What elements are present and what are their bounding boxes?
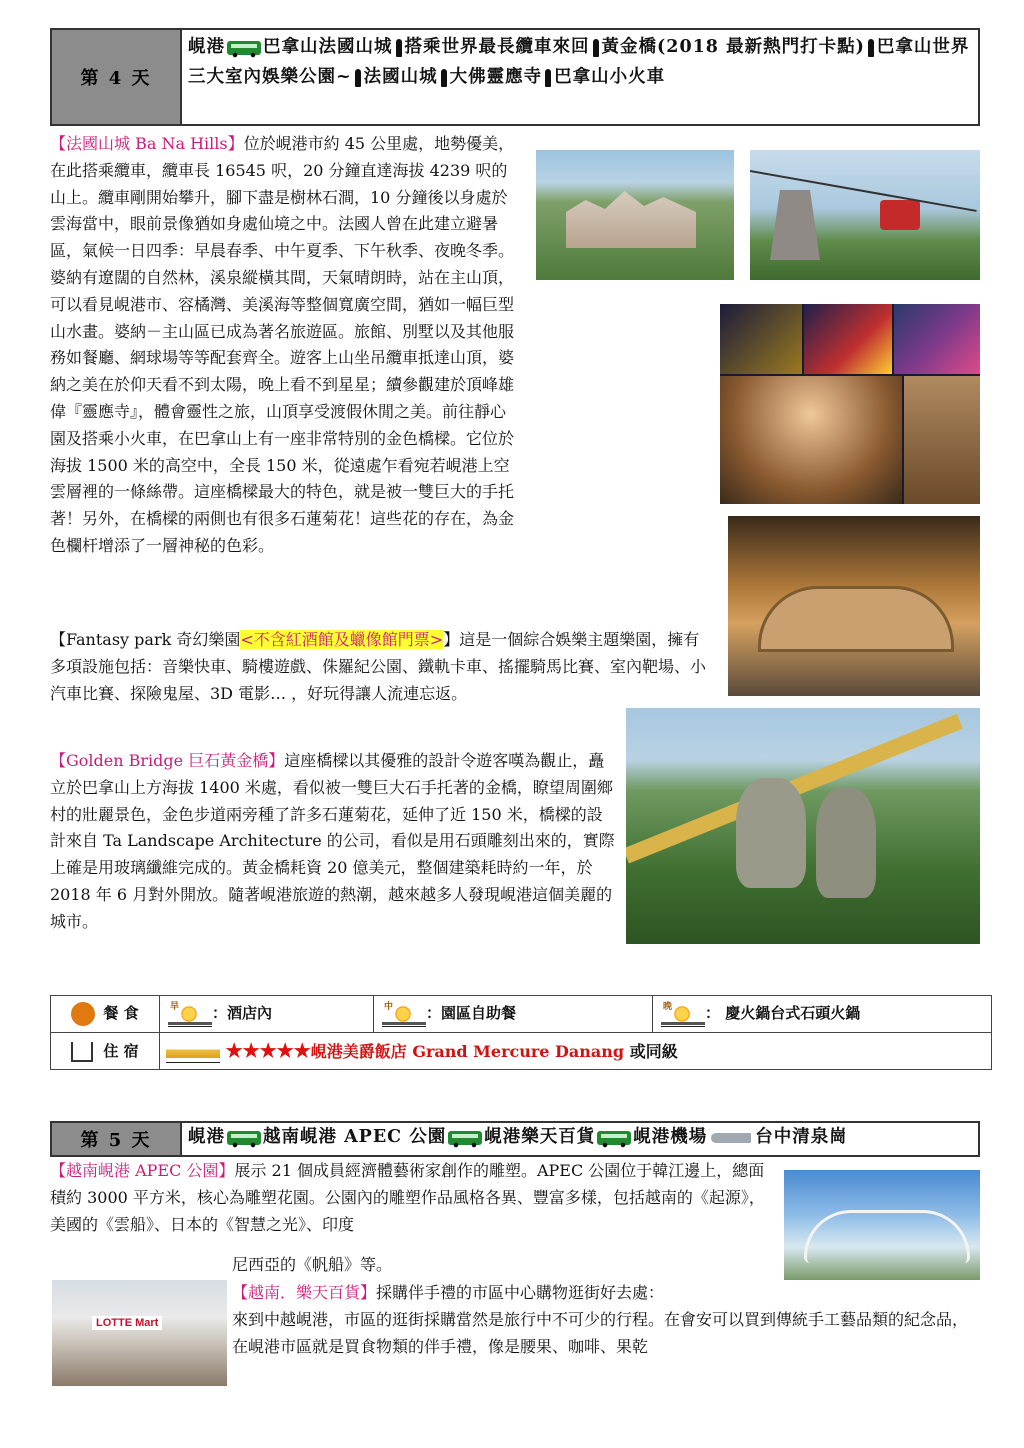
title-part: 巴拿山小火車 xyxy=(554,67,666,87)
day5-label: 第 5 天 xyxy=(52,1123,182,1155)
fantasy-heading: 【Fantasy park 奇幻樂園 xyxy=(50,630,241,649)
breakfast-tag: 早 xyxy=(170,1001,180,1012)
meal-row xyxy=(51,996,992,1033)
hotel-cell xyxy=(160,1033,992,1070)
apec-tail: 尼西亞的《帆船》等。 xyxy=(232,1255,393,1274)
apec-park-photo xyxy=(784,1170,980,1280)
bus-icon xyxy=(448,1131,482,1145)
bus-icon xyxy=(597,1131,631,1145)
fantasy-close: 】 xyxy=(443,630,460,649)
day4-label: 第 4 天 xyxy=(52,30,182,124)
lotte-heading: 【越南．樂天百貨】 xyxy=(232,1283,377,1302)
bed-icon xyxy=(166,1041,220,1063)
breakfast-cell xyxy=(160,996,374,1033)
breakfast-text: ：酒店內 xyxy=(212,1003,273,1022)
airplane-icon xyxy=(711,1133,751,1143)
sunglasses-sun-icon xyxy=(382,1003,426,1025)
fantasy-text: 這是一個綜合娛樂主題樂園，擁有多項設施包括：音樂快車、騎樓遊戲、侏羅紀公園、鐵軌卡車、搖擺騎馬比賽、室內靶場、小汽車比賽、探險鬼屋、3D 電影… ，好玩得讓人流連忘返。 xyxy=(50,630,707,703)
title-part: 台中清泉崗 xyxy=(755,1127,848,1147)
dinner-text: ： 慶火鍋台式石頭火鍋 xyxy=(705,1003,861,1022)
title-part: 搭乘世界最長纜車來回 xyxy=(404,37,590,57)
sun-icon xyxy=(168,1003,212,1025)
lunch-text: ：園區自助餐 xyxy=(426,1003,517,1022)
hotel-stars: ★★★★★ xyxy=(225,1039,311,1062)
lotte-mart-photo xyxy=(52,1280,227,1386)
day5-title xyxy=(182,1123,978,1155)
golden-bridge-paragraph xyxy=(50,748,615,936)
title-part: 峴港 xyxy=(188,1127,225,1147)
lotte-mart-sign: LOTTE Mart xyxy=(92,1316,162,1330)
meal-label-cell xyxy=(51,996,160,1033)
sunset-icon xyxy=(661,1003,705,1025)
pin-icon xyxy=(355,69,361,87)
fantasy-highlight: <不含紅酒館及蠟像館門票> xyxy=(240,630,444,649)
ba-na-hills-text: 位於峴港市約 45 公里處，地勢優美，在此搭乘纜車，纜車長 16545 呎，20 分鐘直達海拔 4239 呎的山上。纜車剛開始攀升，腳下盡是樹林石澗，10 分鐘後以身處於雲海當中，眼前景像猶如身處仙境之中。法國人曾在此建立避暑區，氣候一日四季：早晨春季、中午夏季、下午秋季、夜晚冬季。婆納有遼闊的自然林，溪泉縱橫其間，天氣晴朗時，站在主山頂，可以看見峴港市、容橘灣、美溪海等整個寬廣空間，猶如一幅巨型山水畫。婆納－主山區已成為著名旅遊區。旅館、別墅以及其他服務如餐廳、網球場等等配套齊全。遊客上山坐吊纜車抵達山頂，婆納之美在於仰天看不到太陽，晚上看不到星星；續參觀建於頂峰雄偉『靈應寺』，體會靈性之旅，山頂享受渡假休閒之美。前往靜心園及搭乘小火車，在巴拿山上有一座非常特別的金色橋樑。它位於海拔 1500 米的高空中，全長 150 米，從遠處乍看宛若峴港上空雲層裡的一條絲帶。這座橋樑最大的特色，就是被一雙巨大的手托著！另外，在橋樑的兩側也有很多石蓮菊花！這些花的存在，為金色欄杆增添了一層神秘的色彩。 xyxy=(50,134,515,555)
hotel-name: 峴港美爵飯店 Grand Mercure Danang xyxy=(310,1041,625,1061)
title-part: 越南峴港 APEC 公園 xyxy=(263,1127,447,1147)
title-part: 大佛靈應寺 xyxy=(449,67,543,87)
golden-heading: 【Golden Bridge 巨石黃金橋】 xyxy=(50,751,285,770)
fantasy-park-collage xyxy=(720,304,980,504)
pin-icon xyxy=(545,69,551,87)
title-part: 峴港 xyxy=(188,37,225,57)
title-part: 峴港機場 xyxy=(633,1127,708,1147)
ba-na-hills-paragraph xyxy=(50,131,520,560)
title-part: 巴拿山世界三大室內娛樂公園~ xyxy=(188,37,970,87)
pin-icon xyxy=(396,39,402,57)
lotte-paragraph xyxy=(232,1280,977,1360)
meal-stay-table xyxy=(50,995,992,1070)
dinner-cell xyxy=(653,996,992,1033)
title-part: 法國山城 xyxy=(363,67,438,87)
meal-label: 餐 食 xyxy=(103,1004,139,1022)
pin-icon xyxy=(868,39,874,57)
stay-label: 住 宿 xyxy=(103,1042,139,1060)
theme-park-building-photo xyxy=(728,516,980,696)
fantasy-park-paragraph xyxy=(50,627,715,707)
title-part: 巴拿山法國山城 xyxy=(263,37,393,57)
stay-row xyxy=(51,1033,992,1070)
pin-icon xyxy=(593,39,599,57)
title-part: 峴港樂天百貨 xyxy=(484,1127,596,1147)
hotel-suffix: 或同級 xyxy=(624,1041,678,1061)
day4-header xyxy=(50,28,980,126)
lotte-text: 採購伴手禮的市區中心購物逛街好去處： xyxy=(376,1283,665,1302)
lunch-tag: 中 xyxy=(384,1001,394,1012)
house-icon xyxy=(71,1042,93,1062)
golden-bridge-photo xyxy=(626,708,980,944)
stay-label-cell xyxy=(51,1033,160,1070)
golden-text: 這座橋樑以其優雅的設計令遊客嘆為觀止，矗立於巴拿山上方海拔 1400 米處，看似被一雙巨大石手托著的金橋，瞭望周圍鄉村的壯麗景色，金色步道兩旁種了許多石蓮菊花，延伸了近 150 米，橋樑的設計來自 Ta Landscape Architecture 的公司，看似是用石頭雕刻出來的，實際上確是用玻璃纖維完成的。黃金橋耗資 20 億美元，整個建築耗時約一年，於 2018 年 6 月對外開放。隨著峴港旅遊的熱潮，越來越多人發現峴港這個美麗的城市。 xyxy=(50,751,615,931)
day4-title xyxy=(182,30,978,124)
dinner-tag: 晚 xyxy=(663,1001,673,1012)
pin-icon xyxy=(441,69,447,87)
fork-knife-icon xyxy=(71,1002,95,1026)
title-part: 黃金橋(2018 最新熱門打卡點) xyxy=(601,37,865,57)
bus-icon xyxy=(227,1131,261,1145)
bus-icon xyxy=(227,41,261,55)
ba-na-hills-village-photo xyxy=(536,150,734,280)
apec-heading: 【越南峴港 APEC 公園】 xyxy=(50,1161,235,1180)
lotte-text2: 來到中越峴港，市區的逛街採購當然是旅行中不可少的行程。在會安可以買到傳統手工藝品類的紀念品，在峴港市區就是買食物類的伴手禮，像是腰果、咖啡、果乾 xyxy=(232,1309,969,1356)
apec-paragraph xyxy=(50,1158,775,1238)
lunch-cell xyxy=(374,996,653,1033)
cable-car-photo xyxy=(750,150,980,280)
apec-text: 展示 21 個成員經濟體藝術家創作的雕塑。APEC 公園位于韓江邊上，總面積約 3000 平方米，核心為雕塑花園。公園內的雕塑作品風格各異、豐富多樣，包括越南的《起源》，美國的《雲船》、日本的《智慧之光》、印度 xyxy=(50,1161,765,1234)
ba-na-hills-heading: 【法國山城 Ba Na Hills】 xyxy=(50,134,244,153)
day5-header xyxy=(50,1121,980,1157)
